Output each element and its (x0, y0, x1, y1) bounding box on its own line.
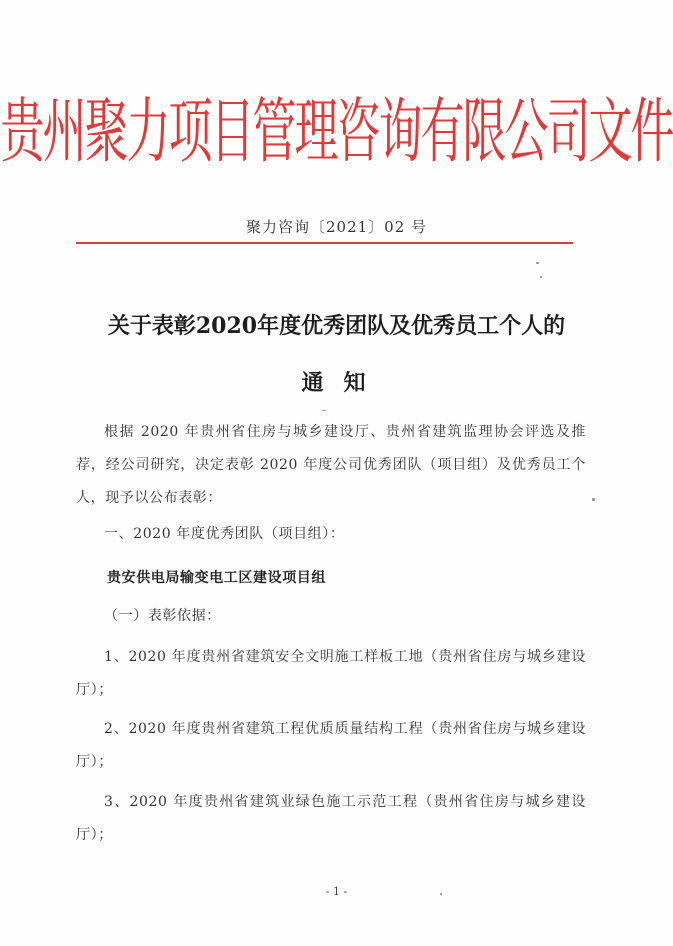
scan-speck (592, 498, 595, 501)
document-title-line2: 通知 (301, 370, 386, 396)
scan-speck (536, 262, 539, 264)
basis-item-2: 2、2020 年度贵州省建筑工程优质质量结构工程（贵州省住房与城乡建设厅）； (76, 721, 586, 770)
red-divider-line (76, 242, 573, 244)
basis-item-3: 3、2020 年度贵州省建筑业绿色施工示范工程（贵州省住房与城乡建设厅）； (76, 794, 586, 843)
section-heading-teams: 一、2020 年度优秀团队（项目组）： (104, 526, 345, 542)
intro-paragraph: 根据 2020 年贵州省住房与城乡建设厅、贵州省建筑监理协会评选及推荐，经公司研究，决定表彰 2020 年度公司优秀团队（项目组）及优秀员工个人，现予以公布表彰： (76, 424, 586, 506)
scan-speck (322, 410, 326, 411)
scan-speck (540, 276, 542, 278)
basis-heading: （一）表彰依据： (104, 608, 221, 624)
scan-speck (440, 893, 442, 895)
page-number: - 1 - (325, 885, 348, 898)
masthead: 贵州聚力项目管理咨询有限公司文件 (0, 91, 673, 173)
document-number: 聚力咨询〔2021〕02 号 (245, 218, 428, 236)
document-title-line1: 关于表彰2020年度优秀团队及优秀员工个人的 (107, 313, 566, 339)
team-name: 贵安供电局输变电工区建设项目组 (107, 570, 326, 586)
basis-item-1: 1、2020 年度贵州省建筑安全文明施工样板工地（贵州省住房与城乡建设厅）； (76, 649, 586, 698)
